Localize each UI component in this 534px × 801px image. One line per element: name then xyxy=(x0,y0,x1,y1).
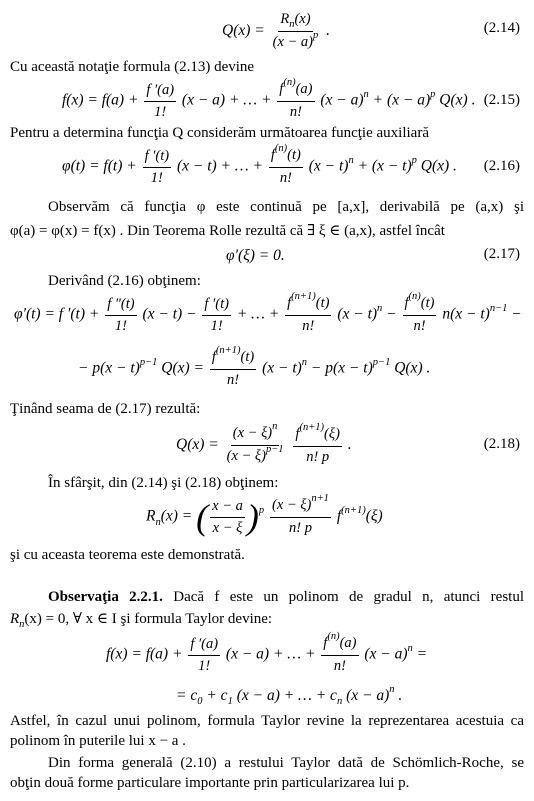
paragraph: Observăm că funcţia φ este continuă pe [a,x], derivabilă pe (a,x) şi xyxy=(48,199,524,215)
left-paren: ( xyxy=(196,497,209,537)
equation-number: (2.16) xyxy=(483,158,520,174)
paragraph: În sfârşit, din (2.14) şi (2.18) obţinem: xyxy=(48,475,279,491)
eq-lhs: Q(x) = xyxy=(222,22,265,40)
equation-2-18: Q(x) = $\frac{(x - \xi)^n}{(x - \xi)^{p-1}}$ $\frac{f^{(n+1)}(\xi)}{n! p}$ . xyxy=(176,421,352,465)
observation-paragraph: Observaţia 2.2.1. Dacă f este un polinom de gradul n, atunci restul xyxy=(48,589,525,605)
equation-number: (2.15) xyxy=(483,92,520,108)
observation-title: Observaţia 2.2.1. xyxy=(48,589,163,605)
derivative-equation-line-2: − $p(x - t)^{p-1}$ Q(x) = $\frac{f^{(n+1)}(t)}{n!}$ $(x - t)^n - p(x - t)^{p-1}$ Q(x) . xyxy=(78,345,431,388)
paragraph: obţin două forme particulare importante prin particularizarea lui p. xyxy=(10,775,410,791)
equation-number: (2.14) xyxy=(483,20,520,36)
eq-fraction: $\frac{R_n(x)}{(x - a)^p}$ xyxy=(272,11,319,50)
paragraph: φ(a) = φ(x) = f(x) . Din Teorema Rolle rezultă că ∃ ξ ∈ (a,x), astfel încât xyxy=(10,223,445,239)
paragraph: polinom în puterile lui x − a . xyxy=(10,733,186,749)
paragraph: Astfel, în cazul unui polinom, formula Taylor revine la reprezentarea acestuia ca xyxy=(10,713,524,729)
paragraph: Pentru a determina funcţia Q considerăm următoarea funcţie auxiliară xyxy=(10,125,429,141)
right-paren: ) xyxy=(246,497,259,537)
equation-2-14: Q(x) = $\frac{R_n(x)}{(x - a)^p}$ . xyxy=(222,10,330,53)
paragraph: Din forma generală (2.10) a restului Taylor dată de Schömlich-Roche, se xyxy=(48,755,524,771)
equation-number: (2.18) xyxy=(483,436,520,452)
equation-2-15: f(x) = f(a) + $\frac{f '(a)}{1!}$ (x − a) + … + $\frac{f^{(n)}(a)}{n!}$ $(x - a)^n + (x - a)^p$ Q(x) . xyxy=(62,77,476,120)
paragraph: şi cu aceasta teorema este demonstrată. xyxy=(10,547,245,563)
equation-2-17: φ′(ξ) = 0. xyxy=(226,247,285,264)
paragraph: $R_n(x) = 0$, ∀ x ∈ I şi formula Taylor devine: xyxy=(10,611,273,630)
paragraph: Cu această notaţie formula (2.13) devine xyxy=(10,59,255,75)
paragraph: Ţinând seama de (2.17) rezultă: xyxy=(10,401,201,417)
polynomial-equation-line-2: = $c_0 + c_1$ (x − a) + … + $c_n$ $(x - a)^n$ . xyxy=(176,684,403,707)
paragraph: Derivând (2.16) obţinem: xyxy=(48,273,201,289)
derivative-equation-line-1: φ′(t) = f ′(t) + $\frac{f ''(t)}{1!}$ (x − t) − $\frac{f '(t)}{1!}$ + … + $\frac{f^{(n+1)}(t)}{n!}$ $(x - t)^n$ − $\frac{f^{(n)}(t)}{n!}$ $n(x - t)^{n-1}$ − xyxy=(14,291,522,334)
equation-number: (2.17) xyxy=(483,246,520,262)
equation-2-16: φ(t) = f(t) + $\frac{f '(t)}{1!}$ (x − t) + … + $\frac{f^{(n)}(t)}{n!}$ $(x - t)^n + (x - t)^p$ Q(x) . xyxy=(62,143,457,186)
remainder-equation: $R_n(x)$ = ( $\frac{x - a}{x - \xi}$ )$^p$ $\frac{(x - \xi)^{n+1}}{n! p}$ $f^{(n+1)}(\xi)$ xyxy=(146,493,383,537)
polynomial-equation-line-1: f(x) = f(a) + $\frac{f '(a)}{1!}$ (x − a) + … + $\frac{f^{(n)}(a)}{n!}$ $(x - a)^n$ = xyxy=(106,631,428,674)
